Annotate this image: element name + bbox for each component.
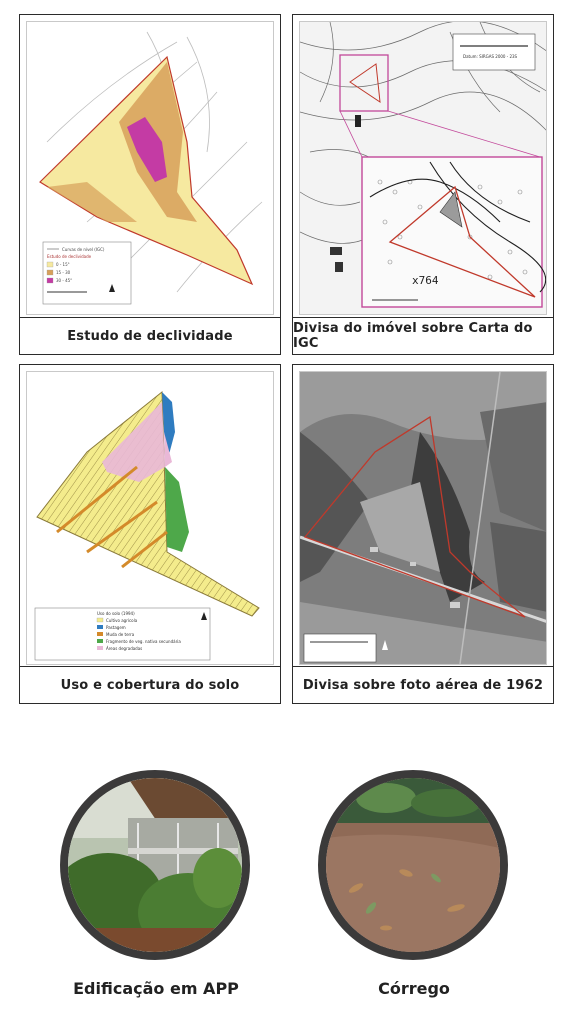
caption-igc-map: Divisa do imóvel sobre Carta do IGC	[293, 317, 553, 354]
caption-slope-study: Estudo de declividade	[20, 317, 280, 354]
panel-slope-study	[19, 14, 281, 355]
caption-stream: Córrego	[378, 979, 450, 998]
caption-land-use: Uso e cobertura do solo	[20, 666, 280, 703]
land-use-legend-3: Muda de terra	[106, 632, 135, 637]
igc-scale-note: Datum: SIRGAS 2000 - 23S	[463, 54, 518, 59]
land-use-legend-2: Pastagem	[106, 625, 126, 630]
caption-aerial-1962: Divisa sobre foto aérea de 1962	[293, 666, 553, 703]
panel-aerial-1962	[292, 364, 554, 704]
slope-legend-line: Curvas de nível (IGC)	[62, 247, 105, 252]
slope-legend-title: Estudo de declividade	[47, 254, 92, 259]
panel-land-use	[19, 364, 281, 704]
aerial-photo-1962	[299, 371, 547, 665]
photo-stream	[318, 770, 508, 960]
land-use-legend-5: Áreas degradadas	[106, 646, 143, 651]
slope-legend-3: 30 - 45°	[56, 278, 73, 283]
land-use-legend-4: Fragmento de veg. nativa secundária	[106, 639, 181, 644]
land-use-map	[26, 371, 274, 665]
slope-legend-1: 0 - 15°	[56, 262, 70, 267]
caption-building-in-app: Edificação em APP	[73, 979, 239, 998]
panel-igc-map	[292, 14, 554, 355]
photo-building-in-app	[60, 770, 250, 960]
slope-map	[26, 21, 274, 315]
slope-legend-2: 15 - 30	[56, 270, 71, 275]
land-use-legend-title: Uso do solo (1994)	[97, 611, 135, 616]
igc-map	[299, 21, 547, 315]
land-use-legend-1: Cultivo agrícola	[106, 618, 138, 623]
igc-elevation-label: x764	[412, 274, 439, 287]
